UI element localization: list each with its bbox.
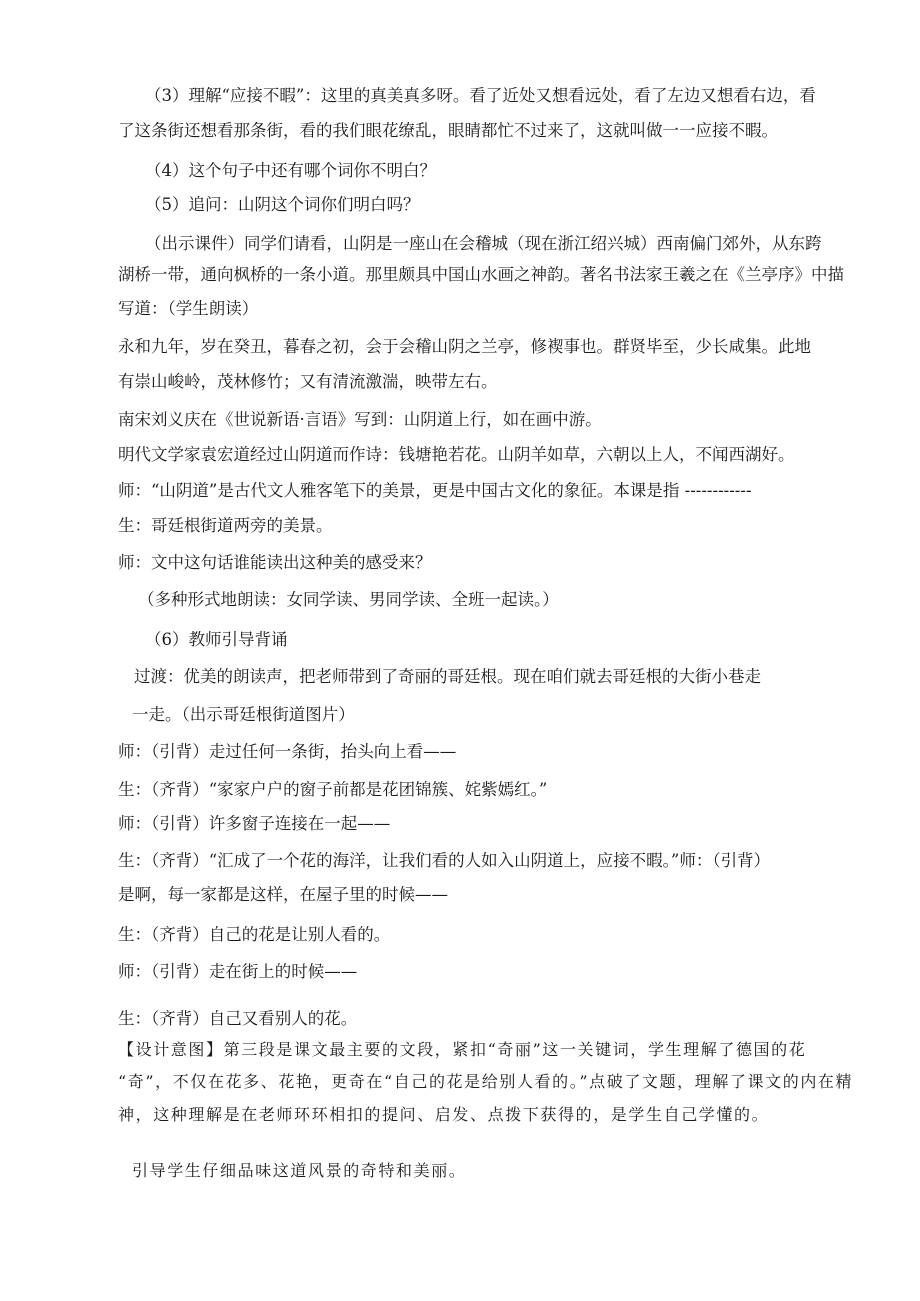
text-line: 师：（引背）许多窗子连接在一起——: [118, 814, 391, 833]
text-line: 生：（齐背）“汇成了一个花的海洋，让我们看的人如入山阴道上，应接不暇。”师：（引背）: [118, 851, 771, 870]
text-line: （5）追问：山阴这个词你们明白吗？: [145, 195, 420, 214]
text-line: 南宋刘义庆在《世说新语·言语》写到：山阴道上行，如在画中游。: [118, 410, 602, 429]
design-intent-line: 神，这种理解是在老师环环相扣的提问、启发、点拨下获得的，是学生自己学懂的。: [118, 1105, 770, 1124]
text-line: 引导学生仔细品味这道风景的奇特和美丽。: [132, 1161, 467, 1180]
text-line: 师：（引背）走在街上的时候——: [118, 962, 358, 981]
text-line: 过渡：优美的朗读声，把老师带到了奇丽的哥廷根。现在咱们就去哥廷根的大街小巷走: [134, 667, 761, 686]
text-line: 生：（齐背）自己又看别人的花。: [118, 1009, 358, 1028]
text-line: 一走。（出示哥廷根街道图片）: [132, 705, 355, 724]
design-intent-line: “奇”，不仅在花多、花艳，更奇在“自己的花是给别人看的。”点破了文题，理解了课文的内在精: [118, 1072, 854, 1091]
text-line: 有崇山峻岭，茂林修竹；又有清流激湍，映带左右。: [118, 372, 498, 391]
text-line: 写道：（学生朗读）: [118, 299, 259, 318]
text-line: （6）教师引导背诵: [145, 630, 288, 649]
text-line: （3）理解“应接不暇”：这里的真美真多呀。看了近处又想看远处，看了左边又想看右边，看: [145, 86, 816, 105]
text-line: 了这条街还想看那条街，看的我们眼花缭乱，眼睛都忙不过来了，这就叫做一一应接不暇。: [118, 121, 778, 140]
text-line: 生：（齐背）自己的花是让别人看的。: [118, 925, 391, 944]
text-line: （4）这个句子中还有哪个词你不明白？: [145, 161, 436, 180]
text-line: 湖桥一带，通向枫桥的一条小道。那里颇具中国山水画之神韵。著名书法家王羲之在《兰亭序》中描: [118, 265, 844, 284]
text-line: 永和九年，岁在癸丑，暮春之初，会于会稽山阴之兰亭，修褉事也。群贤毕至，少长咸集。此地: [118, 337, 811, 356]
text-line: 明代文学家袁宏道经过山阴道而作诗：钱塘艳若花。山阴羊如草，六朝以上人，不闻西湖好。: [118, 445, 795, 464]
text-line: 师：文中这句话谁能读出这种美的感受来？: [118, 553, 432, 572]
text-line: （出示课件）同学们请看，山阴是一座山在会稽城（现在浙江绍兴城）西南偏门郊外，从东跨: [145, 234, 822, 253]
text-line: 生：哥廷根街道两旁的美景。: [118, 516, 333, 535]
text-line: 师：“山阴道”是古代文人雅客笔下的美景，更是中国古文化的象征。本课是指 ------------: [118, 481, 752, 500]
text-line: 是啊，每一家都是这样，在屋子里的时候——: [118, 885, 448, 904]
text-line: 生：（齐背）“家家户户的窗子前都是花团锦簇、姹紫嫣红。”: [118, 780, 548, 799]
text-line: 师：（引背）走过任何一条街，抬头向上看——: [118, 742, 457, 761]
design-intent-line: 【设计意图】第三段是课文最主要的文段，紧扣“奇丽”这一关键词，学生理解了德国的花: [118, 1040, 807, 1059]
text-line: （多种形式地朗读：女同学读、男同学读、全班一起读。）: [138, 590, 559, 609]
